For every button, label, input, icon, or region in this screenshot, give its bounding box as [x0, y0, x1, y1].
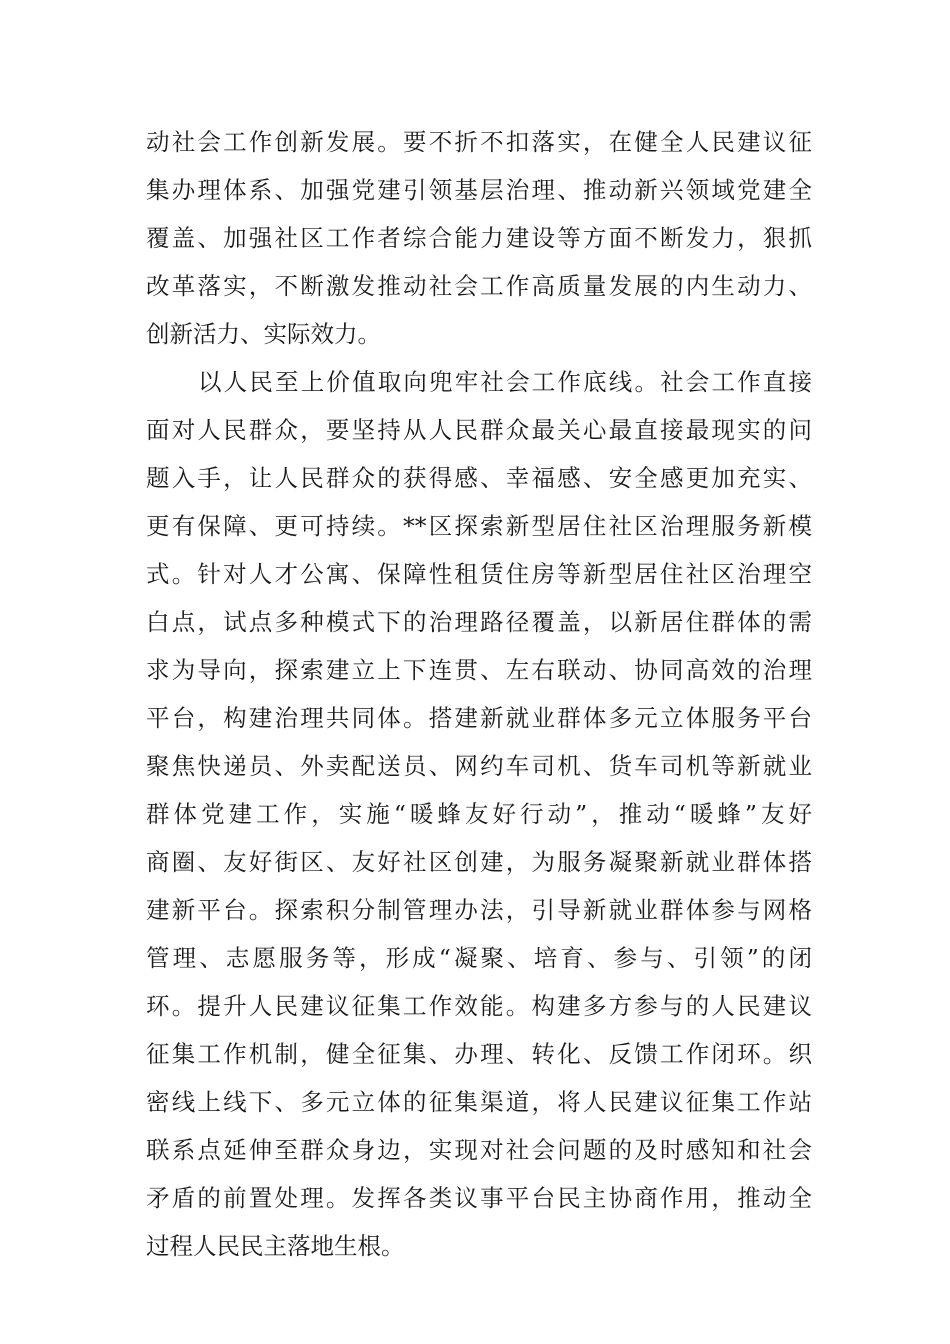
text-line: 联系点延伸至群众身边，实现对社会问题的及时感知和社会: [146, 1136, 812, 1164]
text-line: 聚焦快递员、外卖配送员、网约车司机、货车司机等新就业: [146, 752, 812, 780]
text-line: 集办理体系、加强党建引领基层治理、推动新兴领域党建全: [146, 176, 812, 204]
text-line: 更有保障、更可持续。**区探索新型居住社区治理服务新模: [146, 512, 812, 540]
paragraph-1: [146, 118, 812, 358]
text-line: 以人民至上价值取向兜牢社会工作底线。社会工作直接: [198, 368, 812, 396]
text-line: 动社会工作创新发展。要不折不扣落实，在健全人民建议征: [146, 128, 812, 156]
text-line: 群体党建工作，实施“暖蜂友好行动”，推动“暖蜂”友好: [146, 800, 812, 828]
text-line: 环。提升人民建议征集工作效能。构建多方参与的人民建议: [146, 992, 812, 1020]
text-line: 创新活力、实际效力。: [146, 320, 381, 348]
paragraph-2: [146, 358, 812, 1270]
text-line: 管理、志愿服务等，形成“凝聚、培育、参与、引领”的闭: [146, 944, 812, 972]
text-line: 征集工作机制，健全征集、办理、转化、反馈工作闭环。织: [146, 1040, 812, 1068]
text-line: 面对人民群众，要坚持从人民群众最关心最直接最现实的问: [146, 416, 812, 444]
text-line: 商圈、友好街区、友好社区创建，为服务凝聚新就业群体搭: [146, 848, 812, 876]
text-line: 式。针对人才公寓、保障性租赁住房等新型居住社区治理空: [146, 560, 812, 588]
text-line: 过程人民民主落地生根。: [146, 1232, 405, 1260]
document-body: [146, 118, 812, 1270]
text-line: 求为导向，探索建立上下连贯、左右联动、协同高效的治理: [146, 656, 812, 684]
text-line: 矛盾的前置处理。发挥各类议事平台民主协商作用，推动全: [146, 1184, 812, 1212]
text-line: 覆盖、加强社区工作者综合能力建设等方面不断发力，狠抓: [146, 224, 812, 252]
text-line: 建新平台。探索积分制管理办法，引导新就业群体参与网格: [146, 896, 812, 924]
text-line: 密线上线下、多元立体的征集渠道，将人民建议征集工作站: [146, 1088, 812, 1116]
text-line: 平台，构建治理共同体。搭建新就业群体多元立体服务平台: [146, 704, 812, 732]
text-line: 题入手，让人民群众的获得感、幸福感、安全感更加充实、: [146, 464, 812, 492]
text-line: 白点，试点多种模式下的治理路径覆盖，以新居住群体的需: [146, 608, 812, 636]
text-line: 改革落实，不断激发推动社会工作高质量发展的内生动力、: [146, 272, 812, 300]
